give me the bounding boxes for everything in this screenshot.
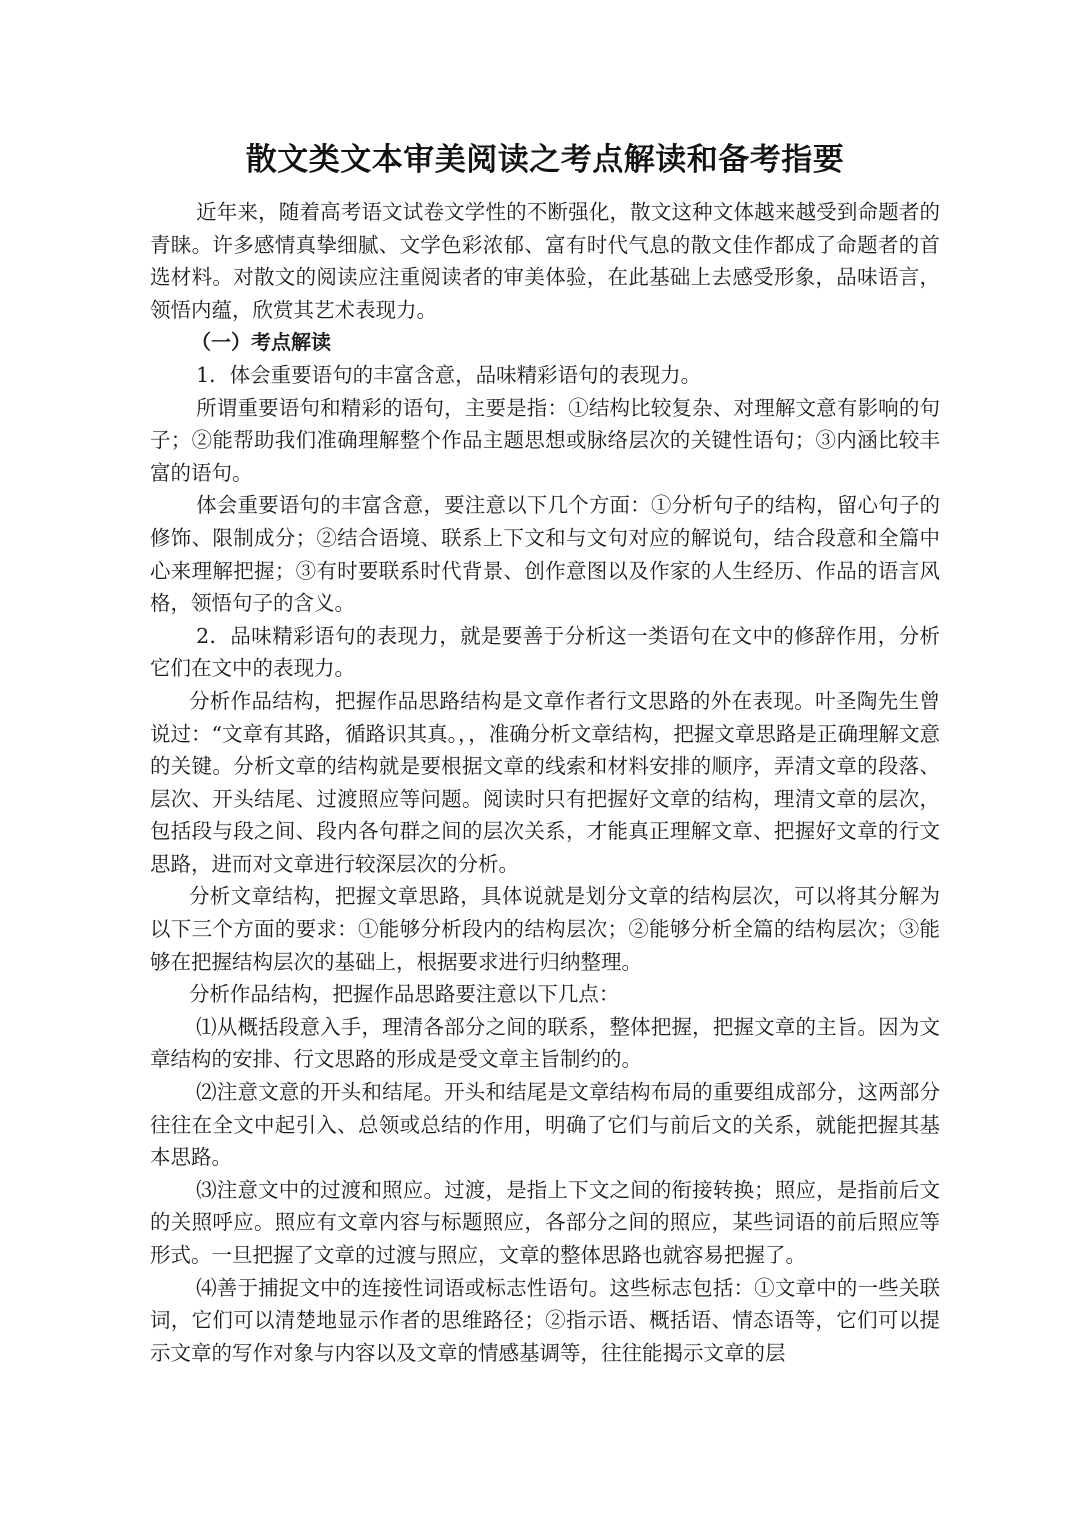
paragraph: 分析文章结构，把握文章思路，具体说就是划分文章的结构层次，可以将其分解为以下三个方面的要求：①能够分析段内的结构层次；②能够分析全篇的结构层次；③能够在把握结构层次的基础上，根据要求进行归纳整理。 — [150, 884, 940, 974]
document-body — [150, 196, 940, 1369]
paragraph: ⑶注意文中的过渡和照应。过渡，是指上下文之间的衔接转换；照应，是指前后文的关照呼应。照应有文章内容与标题照应，各部分之间的照应，某些词语的前后照应等形式。一旦把握了文章的过渡与照应，文章的整体思路也就容易把握了。 — [150, 1177, 940, 1267]
paragraph: 分析作品结构，把握作品思路要注意以下几点： — [188, 982, 620, 1007]
paragraph: 分析作品结构，把握作品思路结构是文章作者行文思路的外在表现。叶圣陶先生曾说过：“文章有其路，循路识其真。，，准确分析文章结构，把握文章思路是正确理解文意的关键。分析文章的结构就是要根据文章的线索和材料安排的顺序，弄清文章的段落、层次、开头结尾、过渡照应等问题。阅读时只有把握好文章的结构，理清文章的层次，包括段与段之间、段内各句群之间的层次关系，才能真正理解文章、把握好文章的行文思路，进而对文章进行较深层次的分析。 — [150, 688, 940, 876]
paragraph: ⑵注意文意的开头和结尾。开头和结尾是文章结构布局的重要组成部分，这两部分往往在全文中起引入、总领或总结的作用，明确了它们与前后文的关系，就能把握其基本思路。 — [150, 1080, 940, 1170]
paragraph: ⑴从概括段意入手，理清各部分之间的联系，整体把握，把握文章的主旨。因为文章结构的安排、行文思路的形成是受文章主旨制约的。 — [150, 1014, 940, 1072]
paragraph: 近年来，随着高考语文试卷文学性的不断强化，散文这种文体越来越受到命题者的青睐。许多感情真挚细腻、文学色彩浓郁、富有时代气息的散文佳作都成了命题者的首选材料。对散文的阅读应注重阅读者的审美体验，在此基础上去感受形象，品味语言，领悟内蕴，欣赏其艺术表现力。 — [150, 200, 940, 322]
paragraph: 2．品味精彩语句的表现力，就是要善于分析这一类语句在文中的修辞作用，分析它们在文中的表现力。 — [150, 623, 940, 681]
paragraph: ⑷善于捕捉文中的连接性词语或标志性语句。这些标志包括：①文章中的一些关联词，它们可以清楚地显示作者的思维路径；②指示语、概括语、情态语等，它们可以提示文章的写作对象与内容以及文章的情感基调等，往往能揭示文章的层 — [150, 1275, 940, 1365]
document-title: 散文类文本审美阅读之考点解读和备考指要 — [245, 142, 845, 178]
paragraph: 所谓重要语句和精彩的语句，主要是指：①结构比较复杂、对理解文意有影响的句子；②能帮助我们准确理解整个作品主题思想或脉络层次的关键性语句；③内涵比较丰富的语句。 — [150, 395, 940, 485]
document-page — [150, 140, 940, 1369]
paragraph: 1．体会重要语句的丰富含意，品味精彩语句的表现力。 — [196, 362, 702, 387]
paragraph: 体会重要语句的丰富含意，要注意以下几个方面：①分析句子的结构，留心句子的修饰、限制成分；②结合语境、联系上下文和与文句对应的解说句，结合段意和全篇中心来理解把握；③有时要联系时代背景、创作意图以及作家的人生经历、作品的语言风格，领悟句子的含义。 — [150, 493, 940, 616]
section-heading: （一）考点解读 — [191, 330, 331, 355]
